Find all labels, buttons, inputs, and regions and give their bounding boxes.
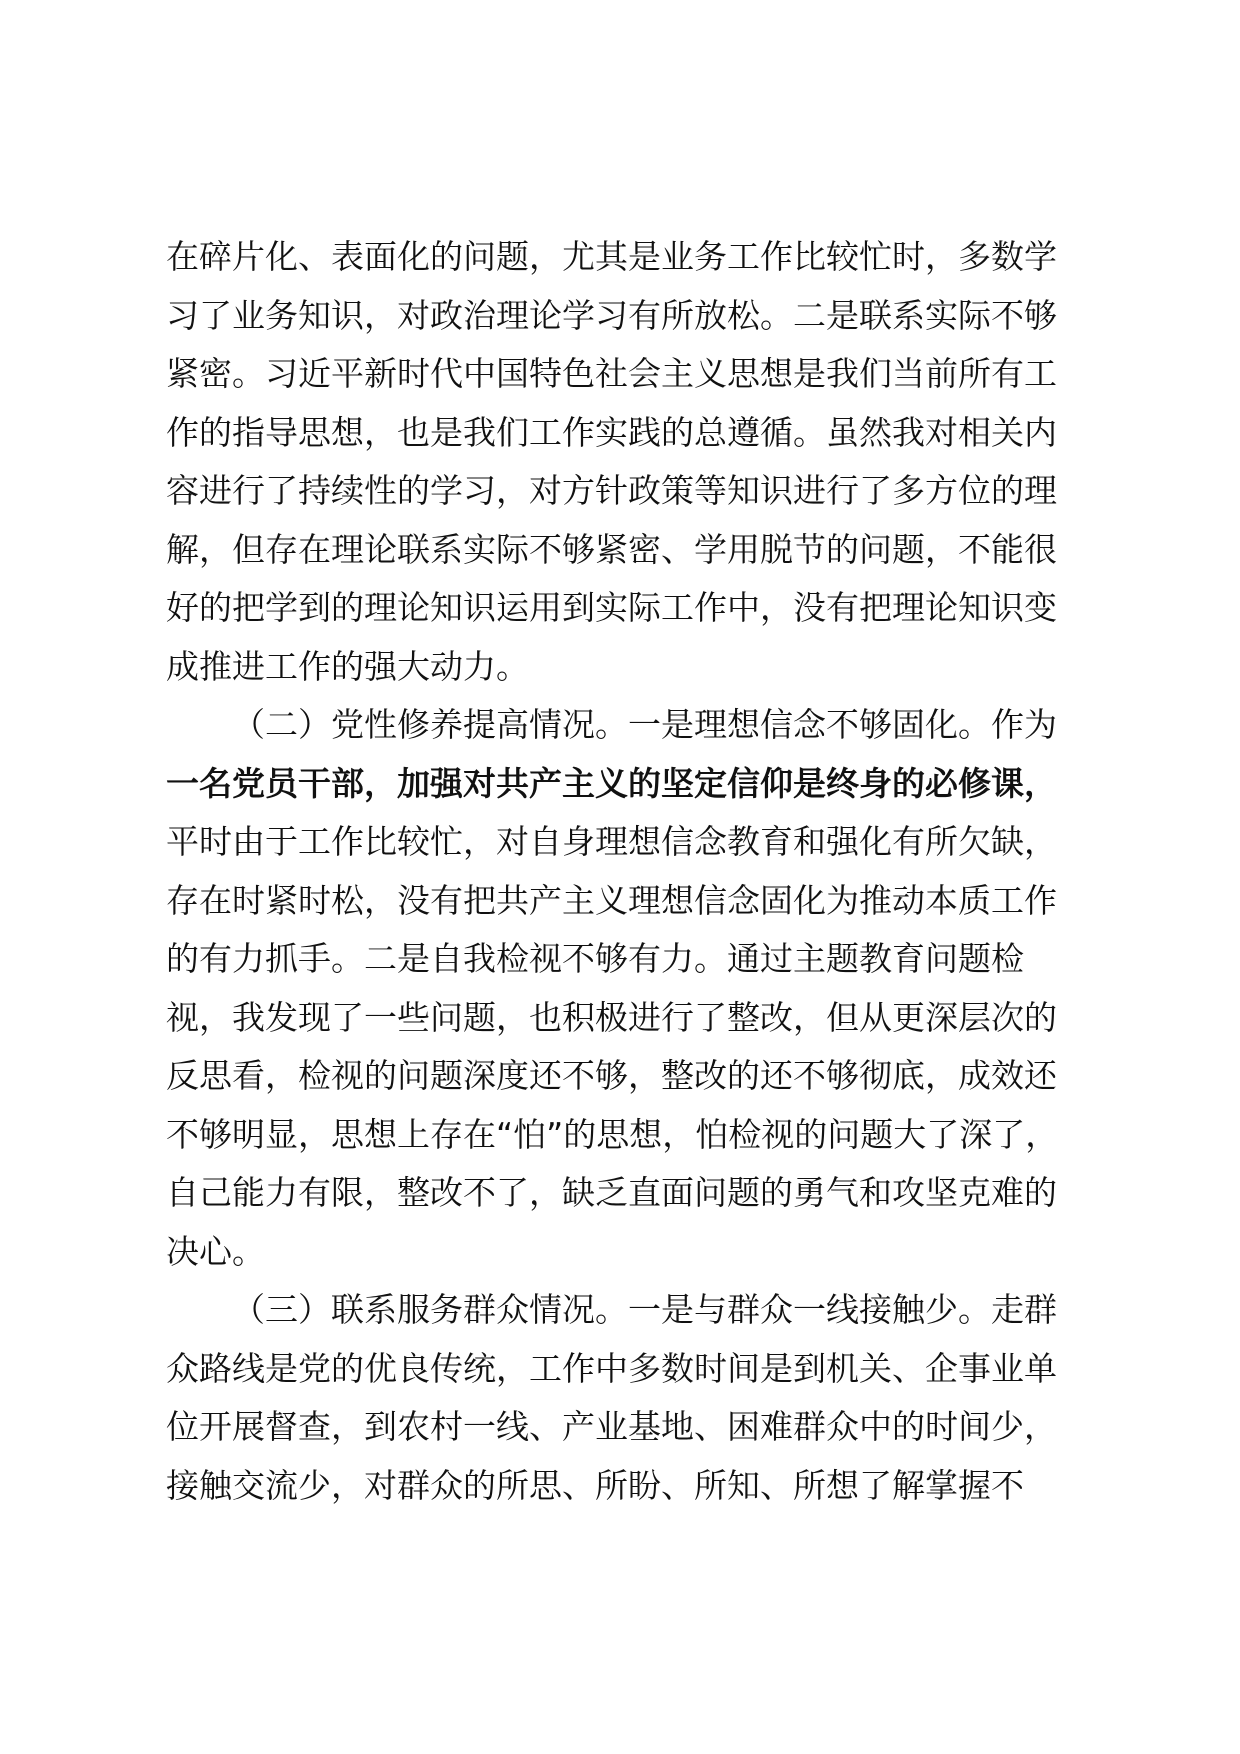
text-line: 反思看，检视的问题深度还不够，整改的还不够彻底，成效还	[166, 1056, 1057, 1095]
text-line: 解，但存在理论联系实际不够紧密、学用脱节的问题，不能很	[166, 529, 1057, 569]
text-line: 自己能力有限，整改不了，缺乏直面问题的勇气和攻坚克难的	[166, 1173, 1057, 1212]
text-line: 好的把学到的理论知识运用到实际工作中，没有把理论知识变	[166, 588, 1057, 627]
text-line: 接触交流少，对群众的所思、所盼、所知、所想了解掌握不	[166, 1465, 1024, 1505]
section-heading-line: （三）联系服务群众情况。一是与群众一线接触少。走群	[232, 1290, 1057, 1329]
text-line: 作的指导思想，也是我们工作实践的总遵循。虽然我对相关内	[166, 412, 1057, 452]
text-line: 不够明显，思想上存在“怕”的思想，怕检视的问题大了深了，	[166, 1114, 1059, 1154]
text-line: 决心。	[166, 1231, 265, 1271]
text-line: 紧密。习近平新时代中国特色社会主义思想是我们当前所有工	[166, 354, 1057, 393]
body-text	[166, 228, 1096, 1515]
text-line: 众路线是党的优良传统，工作中多数时间是到机关、企事业单	[166, 1348, 1057, 1388]
text-line: 在碎片化、表面化的问题，尤其是业务工作比较忙时，多数学	[166, 237, 1057, 276]
text-line: 成推进工作的强大动力。	[166, 646, 529, 686]
text-line: 一名党员干部，加强对共产主义的坚定信仰是终身的必修课，	[166, 763, 1057, 803]
text-line: 位开展督查，到农村一线、产业基地、困难群众中的时间少，	[166, 1407, 1057, 1446]
text-line: 视，我发现了一些问题，也积极进行了整改，但从更深层次的	[166, 997, 1057, 1037]
section-heading-line: （二）党性修养提高情况。一是理想信念不够固化。作为	[232, 705, 1057, 744]
text-line: 平时由于工作比较忙，对自身理想信念教育和强化有所欠缺，	[166, 822, 1057, 861]
text-line: 习了业务知识，对政治理论学习有所放松。二是联系实际不够	[166, 295, 1057, 335]
text-line: 存在时紧时松，没有把共产主义理想信念固化为推动本质工作	[166, 880, 1057, 920]
text-line: 的有力抓手。二是自我检视不够有力。通过主题教育问题检	[166, 939, 1024, 978]
text-line: 容进行了持续性的学习，对方针政策等知识进行了多方位的理	[166, 471, 1057, 510]
